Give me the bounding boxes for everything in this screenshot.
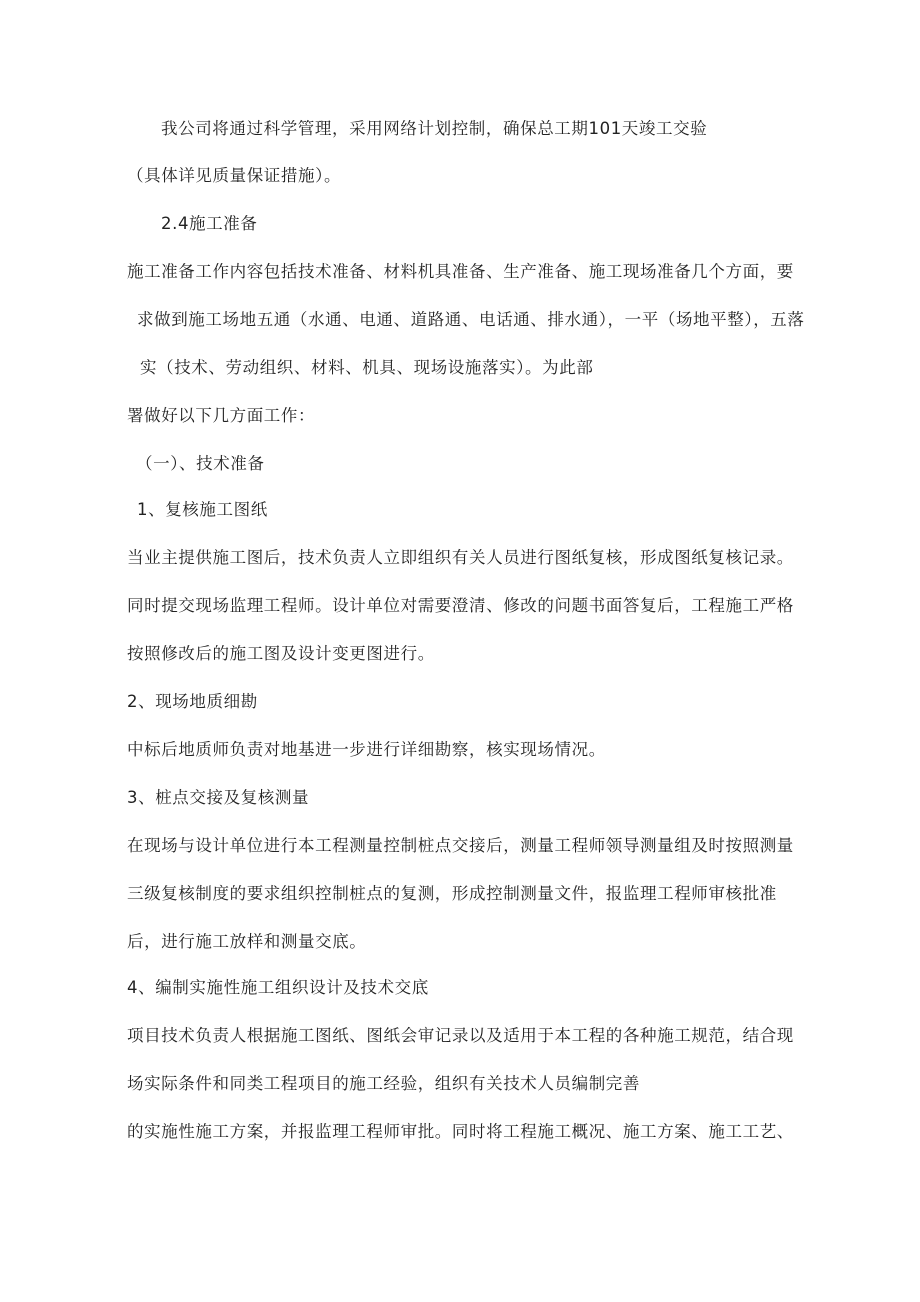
paragraph-line: 三级复核制度的要求组织控制桩点的复测，形成控制测量文件，报监理工程师审核批准 bbox=[127, 884, 777, 903]
paragraph-line: 求做到施工场地五通（水通、电通、道路通、电话通、排水通），一平（场地平整），五落 bbox=[137, 310, 805, 329]
paragraph-line: 按照修改后的施工图及设计变更图进行。 bbox=[127, 644, 435, 663]
paragraph-line: 同时提交现场监理工程师。设计单位对需要澄清、修改的问题书面答复后，工程施工严格 bbox=[127, 596, 794, 615]
paragraph-line: 我公司将通过科学管理，采用网络计划控制，确保总工期101天竣工交验 bbox=[161, 119, 708, 138]
paragraph-line: （具体详见质量保证措施）。 bbox=[127, 166, 342, 185]
paragraph-line: 实（技术、劳动组织、材料、机具、现场设施落实）。为此部 bbox=[140, 358, 594, 377]
paragraph-line: 项目技术负责人根据施工图纸、图纸会审记录以及适用于本工程的各种施工规范，结合现 bbox=[127, 1026, 794, 1045]
paragraph-line: 当业主提供施工图后，技术负责人立即组织有关人员进行图纸复核，形成图纸复核记录。 bbox=[127, 548, 794, 567]
item-heading: 4、编制实施性施工组织设计及技术交底 bbox=[127, 978, 429, 997]
subsection-heading: （一）、技术准备 bbox=[136, 454, 265, 473]
paragraph-line: 在现场与设计单位进行本工程测量控制桩点交接后，测量工程师领导测量组及时按照测量 bbox=[127, 836, 794, 855]
paragraph-line: 施工准备工作内容包括技术准备、材料机具准备、生产准备、施工现场准备几个方面，要 bbox=[127, 262, 794, 281]
section-heading: 2.4施工准备 bbox=[161, 214, 258, 233]
paragraph-line: 中标后地质师负责对地基进一步进行详细勘察，核实现场情况。 bbox=[127, 740, 606, 759]
paragraph-line: 署做好以下几方面工作： bbox=[127, 406, 316, 425]
paragraph-line: 的实施性施工方案，并报监理工程师审批。同时将工程施工概况、施工方案、施工工艺、 bbox=[127, 1122, 794, 1141]
item-heading: 3、桩点交接及复核测量 bbox=[127, 788, 310, 807]
item-heading: 1、复核施工图纸 bbox=[137, 500, 268, 519]
paragraph-line: 场实际条件和同类工程项目的施工经验，组织有关技术人员编制完善 bbox=[127, 1074, 640, 1093]
item-heading: 2、现场地质细勘 bbox=[127, 692, 258, 711]
paragraph-line: 后，进行施工放样和测量交底。 bbox=[127, 932, 367, 951]
